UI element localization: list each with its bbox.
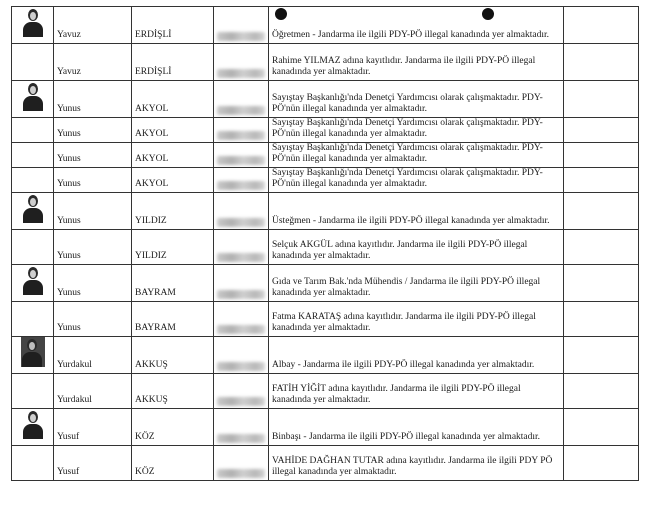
redacted-column-cell	[564, 302, 639, 337]
description-cell: Sayıştay Başkanlığı'nda Denetçi Yardımcısı olarak çalışmaktadır. PDY-PÖ'nün illegal kanadında yer almaktadır.	[269, 143, 564, 168]
redaction-blur	[217, 362, 265, 371]
description-cell: VAHİDE DAĞHAN TUTAR adına kayıtlıdır. Jandarma ile ilgili PDY PÖ illegal kanadında yer almaktadır.	[269, 446, 564, 481]
redaction-blur	[217, 32, 265, 41]
table-row	[12, 118, 639, 143]
table-row	[12, 193, 639, 230]
redacted-column-cell	[564, 409, 639, 446]
table-row	[12, 7, 639, 44]
photo-cell	[12, 337, 54, 374]
person-photo-icon	[22, 265, 44, 295]
first-name-cell: Yurdakul	[54, 374, 132, 409]
description-cell: Binbaşı - Jandarma ile ilgili PDY-PÖ illegal kanadında yer almaktadır.	[269, 409, 564, 446]
redacted-number-cell	[214, 409, 269, 446]
description-cell: Fatma KARATAŞ adına kayıtlıdır. Jandarma ile ilgili PDY-PÖ illegal kanadında yer almaktadır.	[269, 302, 564, 337]
photo-cell	[12, 168, 54, 193]
first-name-cell: Yunus	[54, 193, 132, 230]
last-name-cell: KÖZ	[132, 409, 214, 446]
last-name-cell: KÖZ	[132, 446, 214, 481]
redacted-column-cell	[564, 265, 639, 302]
redaction-blur	[217, 434, 265, 443]
redaction-blur	[217, 253, 265, 262]
redacted-number-cell	[214, 44, 269, 81]
redaction-blur	[217, 69, 265, 78]
table-row	[12, 265, 639, 302]
last-name-cell: BAYRAM	[132, 265, 214, 302]
redacted-number-cell	[214, 265, 269, 302]
redacted-number-cell	[214, 302, 269, 337]
table-row	[12, 143, 639, 168]
last-name-cell: AKYOL	[132, 143, 214, 168]
last-name-cell: YILDIZ	[132, 230, 214, 265]
photo-cell	[12, 118, 54, 143]
redacted-column-cell	[564, 118, 639, 143]
redacted-number-cell	[214, 230, 269, 265]
redacted-column-cell	[564, 230, 639, 265]
redaction-blur	[217, 397, 265, 406]
redacted-column-cell	[564, 337, 639, 374]
description-cell: Sayıştay Başkanlığı'nda Denetçi Yardımcısı olarak çalışmaktadır. PDY-PÖ'nün illegal kanadında yer almaktadır.	[269, 168, 564, 193]
first-name-cell: Yavuz	[54, 44, 132, 81]
redacted-column-cell	[564, 81, 639, 118]
photo-cell	[12, 230, 54, 265]
description-cell: Selçuk AKGÜL adına kayıtlıdır. Jandarma ile ilgili PDY-PÖ illegal kanadında yer almaktadır.	[269, 230, 564, 265]
person-photo-icon	[22, 193, 44, 223]
first-name-cell: Yunus	[54, 302, 132, 337]
description-cell: Sayıştay Başkanlığı'nda Denetçi Yardımcısı olarak çalışmaktadır. PDY-PÖ'nün illegal kanadında yer almaktadır.	[269, 81, 564, 118]
redacted-number-cell	[214, 143, 269, 168]
table-row	[12, 446, 639, 481]
redacted-number-cell	[214, 374, 269, 409]
description-cell: Sayıştay Başkanlığı'nda Denetçi Yardımcısı olarak çalışmaktadır. PDY-PÖ'nün illegal kanadında yer almaktadır.	[269, 118, 564, 143]
description-cell: Üsteğmen - Jandarma ile ilgili PDY-PÖ illegal kanadında yer almaktadır.	[269, 193, 564, 230]
table-row	[12, 409, 639, 446]
last-name-cell: ERDİŞLİ	[132, 44, 214, 81]
description-cell: Rahime YILMAZ adına kayıtlıdır. Jandarma ile ilgili PDY-PÖ illegal kanadında yer almaktadır.	[269, 44, 564, 81]
table-row	[12, 374, 639, 409]
redaction-blur	[217, 131, 265, 140]
last-name-cell: AKYOL	[132, 168, 214, 193]
redaction-dot-icon	[482, 8, 494, 20]
redacted-number-cell	[214, 7, 269, 44]
last-name-cell: AKYOL	[132, 118, 214, 143]
table-row	[12, 302, 639, 337]
person-photo-icon	[22, 81, 44, 111]
redaction-dot-icon	[275, 8, 287, 20]
redacted-number-cell	[214, 337, 269, 374]
redacted-column-cell	[564, 374, 639, 409]
photo-cell	[12, 81, 54, 118]
redaction-blur	[217, 290, 265, 299]
redacted-column-cell	[564, 193, 639, 230]
description-cell: Öğretmen - Jandarma ile ilgili PDY-PÖ illegal kanadında yer almaktadır.	[269, 7, 564, 44]
photo-cell	[12, 7, 54, 44]
redacted-column-cell	[564, 44, 639, 81]
redacted-number-cell	[214, 446, 269, 481]
redacted-number-cell	[214, 193, 269, 230]
first-name-cell: Yunus	[54, 143, 132, 168]
redaction-blur	[217, 325, 265, 334]
last-name-cell: BAYRAM	[132, 302, 214, 337]
photo-cell	[12, 374, 54, 409]
table-row	[12, 44, 639, 81]
first-name-cell: Yavuz	[54, 7, 132, 44]
table-row	[12, 337, 639, 374]
redaction-blur	[217, 156, 265, 165]
redacted-number-cell	[214, 118, 269, 143]
table-row	[12, 168, 639, 193]
description-cell: FATİH YİĞİT adına kayıtlıdır. Jandarma ile ilgili PDY-PÖ illegal kanadında yer almaktadır.	[269, 374, 564, 409]
photo-cell	[12, 44, 54, 81]
photo-cell	[12, 409, 54, 446]
redaction-blur	[217, 181, 265, 190]
last-name-cell: YILDIZ	[132, 193, 214, 230]
photo-cell	[12, 265, 54, 302]
redacted-column-cell	[564, 143, 639, 168]
records-table	[11, 6, 639, 481]
photo-cell	[12, 193, 54, 230]
table-row	[12, 81, 639, 118]
person-photo-icon	[22, 409, 44, 439]
redaction-blur	[217, 106, 265, 115]
person-photo-icon	[22, 7, 44, 37]
first-name-cell: Yusuf	[54, 446, 132, 481]
first-name-cell: Yunus	[54, 81, 132, 118]
photo-cell	[12, 143, 54, 168]
redacted-column-cell	[564, 7, 639, 44]
first-name-cell: Yunus	[54, 118, 132, 143]
first-name-cell: Yusuf	[54, 409, 132, 446]
redaction-blur	[217, 469, 265, 478]
person-photo-icon	[21, 337, 45, 367]
last-name-cell: AKKUŞ	[132, 337, 214, 374]
redacted-column-cell	[564, 168, 639, 193]
table-row	[12, 230, 639, 265]
redacted-number-cell	[214, 81, 269, 118]
last-name-cell: AKYOL	[132, 81, 214, 118]
redacted-number-cell	[214, 168, 269, 193]
description-cell: Albay - Jandarma ile ilgili PDY-PÖ illegal kanadında yer almaktadır.	[269, 337, 564, 374]
first-name-cell: Yurdakul	[54, 337, 132, 374]
last-name-cell: AKKUŞ	[132, 374, 214, 409]
first-name-cell: Yunus	[54, 230, 132, 265]
redaction-blur	[217, 218, 265, 227]
photo-cell	[12, 302, 54, 337]
photo-cell	[12, 446, 54, 481]
last-name-cell: ERDİŞLİ	[132, 7, 214, 44]
first-name-cell: Yunus	[54, 168, 132, 193]
redacted-column-cell	[564, 446, 639, 481]
description-cell: Gıda ve Tarım Bak.'nda Mühendis / Jandarma ile ilgili PDY-PÖ illegal kanadında yer almaktadır.	[269, 265, 564, 302]
first-name-cell: Yunus	[54, 265, 132, 302]
